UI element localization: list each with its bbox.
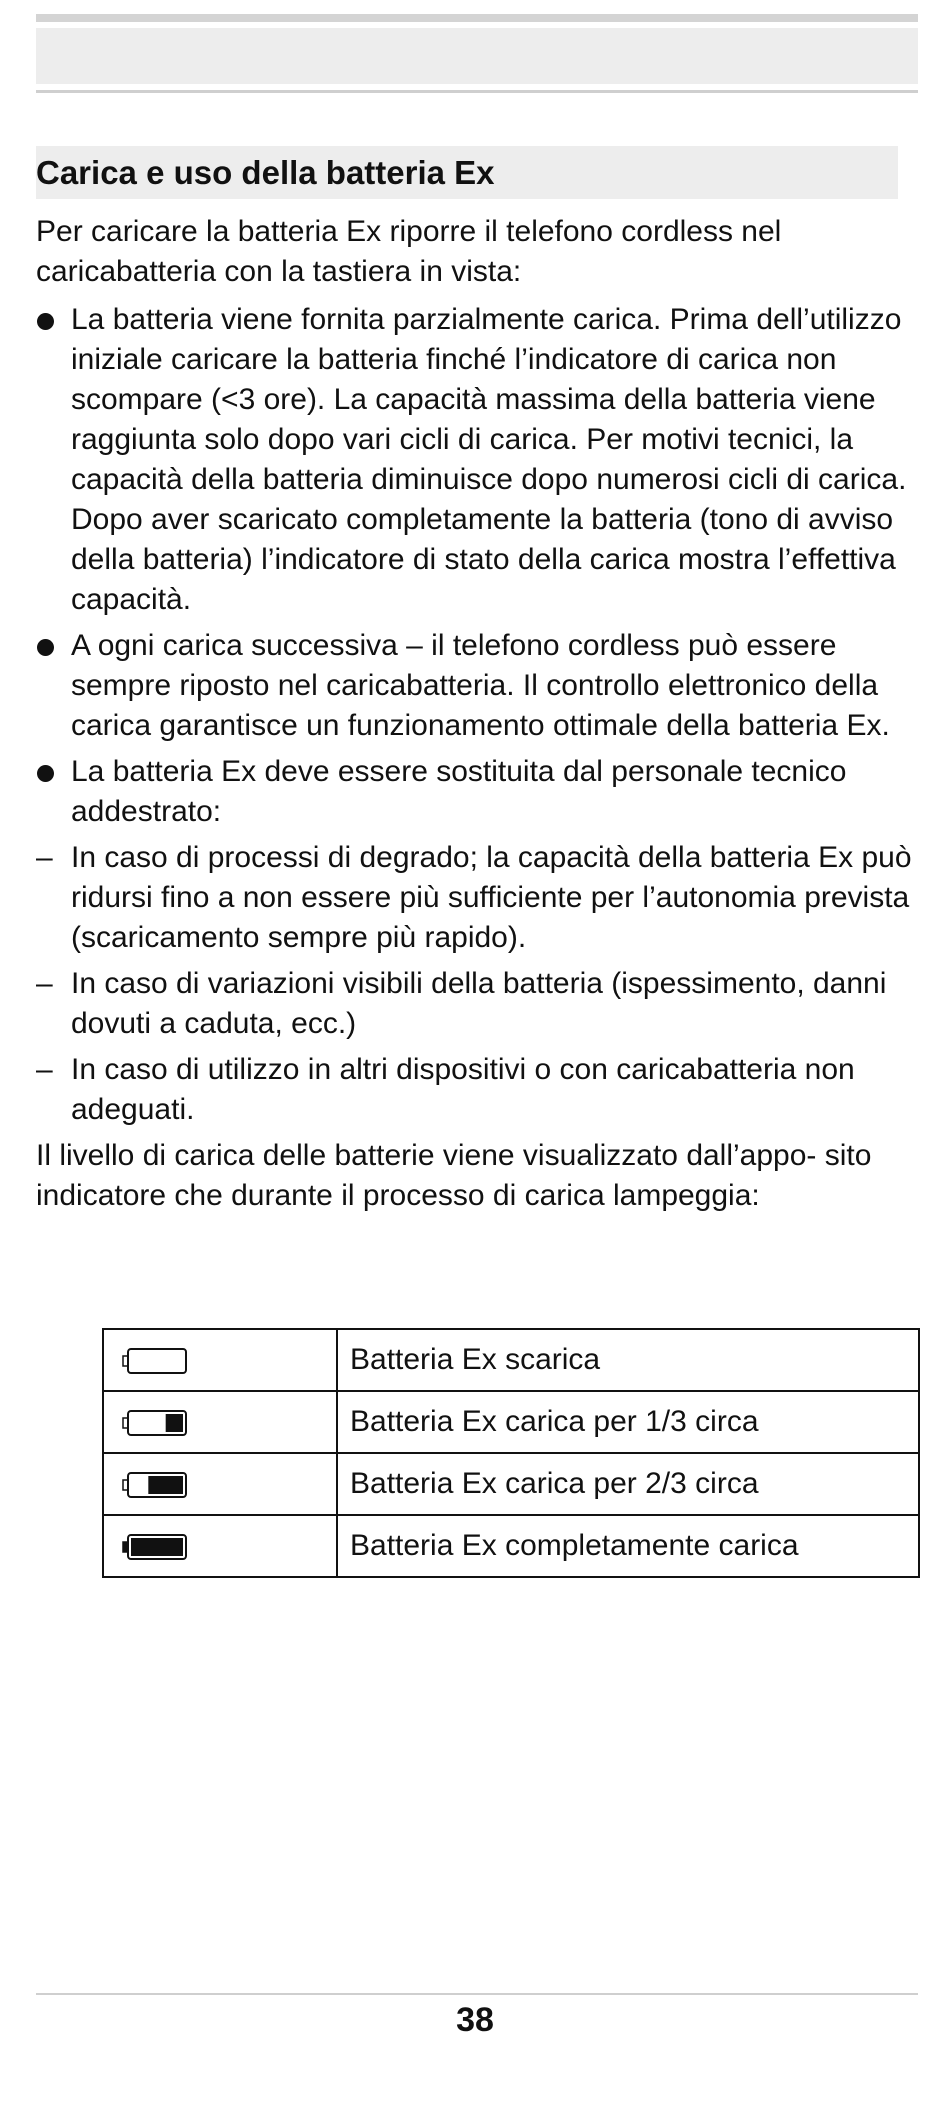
battery-label: Batteria Ex completamente carica bbox=[337, 1515, 919, 1577]
dash-text: In caso di processi di degrado; la capacità della batteria Ex può ridursi fino a non essere più sufficiente per l’autonomia prevista (scaricamento sempre più rapido). bbox=[71, 841, 912, 954]
dash-text: In caso di variazioni visibili della batteria (ispessimento, danni dovuti a caduta, ecc.) bbox=[71, 967, 887, 1040]
header-rule bbox=[36, 90, 918, 93]
bullet-extra-text: Dopo aver scaricato completamente la batteria (tono di avviso della batteria) l’indicatore di stato della carica mostra l’effettiva capacità. bbox=[71, 503, 896, 616]
bullet-text: La batteria viene fornita parzialmente carica. Prima dell’utilizzo iniziale caricare la batteria finché l’indicatore di carica non scompare (<3 ore). La capacità massima della batteria viene raggiunta solo dopo vari cicli di carica. Per motivi tecnici, la capacità della batteria diminuisce dopo numerosi cicli di carica. bbox=[71, 303, 907, 496]
battery-label: Batteria Ex carica per 1/3 circa bbox=[337, 1391, 919, 1453]
footer-rule bbox=[36, 1993, 918, 1995]
battery-level-table bbox=[102, 1328, 920, 1578]
table-row bbox=[103, 1515, 919, 1577]
dash-symbol: – bbox=[36, 841, 53, 874]
battery-icon-cell bbox=[103, 1329, 337, 1391]
battery-full-icon bbox=[122, 1533, 188, 1561]
battery-empty-icon bbox=[122, 1347, 188, 1375]
bullet-dot-icon bbox=[37, 639, 54, 656]
bullet-item bbox=[36, 626, 920, 746]
outro-paragraph: Il livello di carica delle batterie viene visualizzato dall’appo- sito indicatore che durante il processo di carica lampeggia: bbox=[36, 1139, 872, 1212]
table-row bbox=[103, 1453, 919, 1515]
dash-item bbox=[36, 1050, 920, 1130]
dash-item bbox=[36, 838, 920, 958]
bullet-text: A ogni carica successiva – il telefono cordless può essere sempre riposto nel caricabatteria. Il controllo elettronico della carica garantisce un funzionamento ottimale della batteria Ex. bbox=[71, 629, 890, 742]
bullet-item bbox=[36, 752, 920, 1130]
table-row bbox=[103, 1391, 919, 1453]
page-number: 38 bbox=[456, 2001, 494, 2039]
section-heading: Carica e uso della batteria Ex bbox=[36, 146, 898, 199]
dash-item bbox=[36, 964, 920, 1044]
battery-label: Batteria Ex carica per 2/3 circa bbox=[337, 1453, 919, 1515]
main-content bbox=[36, 212, 920, 1216]
bullet-item bbox=[36, 300, 920, 620]
battery-label: Batteria Ex scarica bbox=[337, 1329, 919, 1391]
top-rule bbox=[36, 14, 918, 22]
dash-list bbox=[36, 838, 920, 1130]
bullet-dot-icon bbox=[37, 313, 54, 330]
battery-one-third-icon bbox=[122, 1409, 188, 1437]
intro-paragraph: Per caricare la batteria Ex riporre il telefono cordless nel caricabatteria con la tastiera in vista: bbox=[36, 215, 782, 288]
bullet-list bbox=[36, 300, 920, 1130]
dash-symbol: – bbox=[36, 1053, 53, 1086]
header-band bbox=[36, 28, 918, 84]
battery-icon-cell bbox=[103, 1515, 337, 1577]
dash-text: In caso di utilizzo in altri dispositivi o con caricabatteria non adeguati. bbox=[71, 1053, 855, 1126]
battery-icon-cell bbox=[103, 1453, 337, 1515]
table-row bbox=[103, 1329, 919, 1391]
dash-symbol: – bbox=[36, 967, 53, 1000]
battery-two-thirds-icon bbox=[122, 1471, 188, 1499]
battery-icon-cell bbox=[103, 1391, 337, 1453]
bullet-dot-icon bbox=[37, 765, 54, 782]
bullet-text: La batteria Ex deve essere sostituita dal personale tecnico addestrato: bbox=[71, 755, 847, 828]
